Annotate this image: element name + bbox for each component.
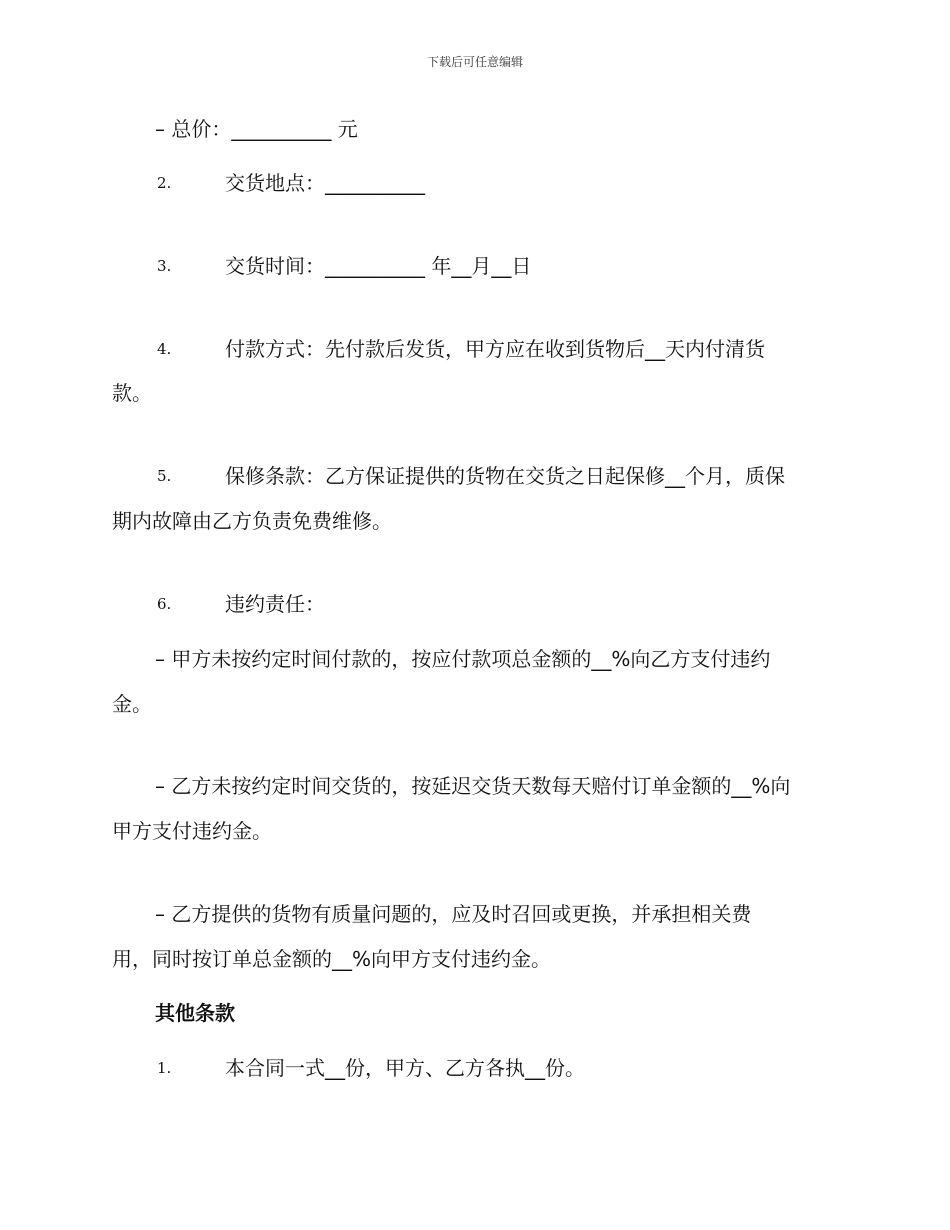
breach-clause-2: – 乙方未按约定时间交货的，按延迟交货天数每天赔付订单金额的__%向: [155, 774, 791, 798]
warranty-continuation: 期内故障由乙方负责免费维修。: [112, 509, 392, 533]
breach-clause-1-continuation: 金。: [112, 692, 152, 716]
warranty-line: 保修条款：乙方保证提供的货物在交货之日起保修__个月，质保: [225, 464, 785, 488]
item-number: 2.: [157, 174, 172, 192]
page-header: 下载后可任意编辑: [426, 55, 523, 69]
section-heading: 其他条款: [155, 1001, 235, 1025]
breach-clause-1: – 甲方未按约定时间付款的，按应付款项总金额的__%向乙方支付违约: [155, 647, 771, 671]
item-number: 6.: [157, 595, 172, 613]
breach-clause-2-continuation: 甲方支付违约金。: [112, 819, 272, 843]
breach-clause-3: – 乙方提供的货物有质量问题的，应及时召回或更换，并承担相关费: [155, 902, 752, 926]
item-number: 1.: [157, 1059, 172, 1077]
delivery-location-line: 交货地点：__________: [225, 171, 425, 195]
item-number: 4.: [157, 340, 172, 358]
breach-clause-3-continuation: 用，同时按订单总金额的__%向甲方支付违约金。: [112, 947, 552, 971]
breach-liability-line: 违约责任：: [225, 592, 325, 616]
payment-method-continuation: 款。: [112, 381, 152, 405]
copies-clause-line: 本合同一式__份，甲方、乙方各执__份。: [225, 1056, 585, 1080]
delivery-time-line: 交货时间：__________ 年__月__日: [225, 254, 532, 278]
item-number: 5.: [157, 467, 172, 485]
total-price-line: – 总价：__________ 元: [155, 117, 358, 141]
item-number: 3.: [157, 257, 172, 275]
payment-method-line: 付款方式：先付款后发货，甲方应在收到货物后__天内付清货: [225, 337, 765, 361]
